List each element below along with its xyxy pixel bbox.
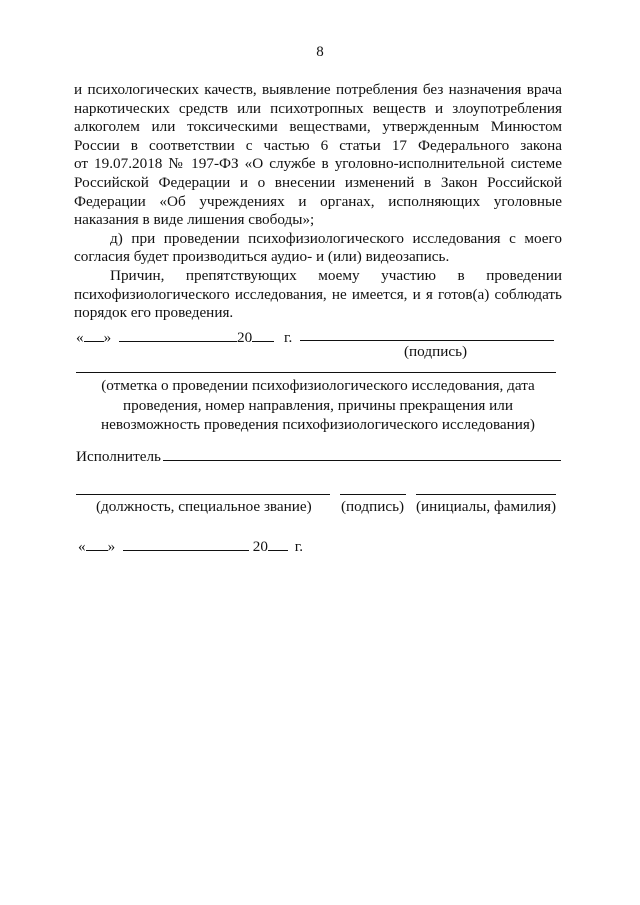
year-prefix: 20 <box>236 329 253 346</box>
paragraph3-line: психофизиологического исследования, не имеется, и я готов(а) соблюдать <box>74 285 562 303</box>
year-blank[interactable] <box>252 327 274 342</box>
date-field-2 <box>78 536 303 556</box>
mark-caption-line: невозможность проведения психофизиологического исследования) <box>101 416 535 433</box>
open-quote: « <box>76 329 84 346</box>
page-number: 8 <box>316 44 324 60</box>
executor-line[interactable] <box>163 460 561 461</box>
examination-mark-line[interactable] <box>76 372 556 373</box>
position-line[interactable] <box>76 494 330 495</box>
paragraph1-line: от 19.07.2018 № 197-ФЗ «О службе в уголовно-исполнительной системе <box>74 155 562 173</box>
paragraph3-line: Причин, препятствующих моему участию в проведении <box>110 266 562 284</box>
day-blank[interactable] <box>84 327 104 342</box>
paragraph1-line: Федерации «Об учреждениях и органах, исполняющих уголовные <box>74 192 562 210</box>
mark-caption-line: проведения, номер направления, причины прекращения или <box>123 396 513 414</box>
date-field-1 <box>76 327 292 347</box>
paragraph1-line: и психологических качеств, выявление потребления без назначения врача <box>74 81 562 98</box>
year-suffix: г. <box>283 329 293 346</box>
close-quote: » <box>103 329 112 346</box>
initials-line[interactable] <box>416 494 556 495</box>
paragraph1-line: Российской Федерации и о внесении изменений в Закон Российской <box>74 173 562 191</box>
mark-caption-line: (отметка о проведении психофизиологического исследования, дата <box>101 377 535 394</box>
year-prefix: 20 <box>252 538 268 555</box>
position-caption: (должность, специальное звание) <box>96 498 312 515</box>
paragraph1-line: наказания в виде лишения свободы»; <box>74 211 315 229</box>
paragraph1-line: наркотических средств или психотропных веществ и злоупотребления <box>74 99 562 117</box>
signature-line[interactable] <box>300 340 554 341</box>
consent-body-text <box>74 81 562 323</box>
paragraph2-line: согласия будет производиться аудио- и (или) видеозапись. <box>74 248 450 266</box>
paragraph1-line: алкоголем или токсическими веществами, утвержденным Минюстом <box>74 118 562 136</box>
paragraph3-line: порядок его проведения. <box>74 304 234 322</box>
signature-caption: (подпись) <box>404 343 468 360</box>
open-quote: « <box>78 538 86 555</box>
year-suffix: г. <box>294 538 304 555</box>
paragraph2-line: д) при проведении психофизиологического исследования с моего <box>110 229 562 247</box>
mark-caption <box>74 376 562 435</box>
signature-line-2[interactable] <box>340 494 406 495</box>
executor-label: Исполнитель <box>76 448 161 465</box>
paragraph1-line: России в соответствии с частью 6 статьи 17 Федерального закона <box>74 136 562 154</box>
month-blank[interactable] <box>119 327 237 342</box>
close-quote: » <box>107 538 116 555</box>
month-blank[interactable] <box>123 536 249 551</box>
day-blank[interactable] <box>86 536 108 551</box>
initials-caption: (инициалы, фамилия) <box>416 498 557 515</box>
signature-caption-2: (подпись) <box>341 498 405 515</box>
year-blank[interactable] <box>268 536 288 551</box>
